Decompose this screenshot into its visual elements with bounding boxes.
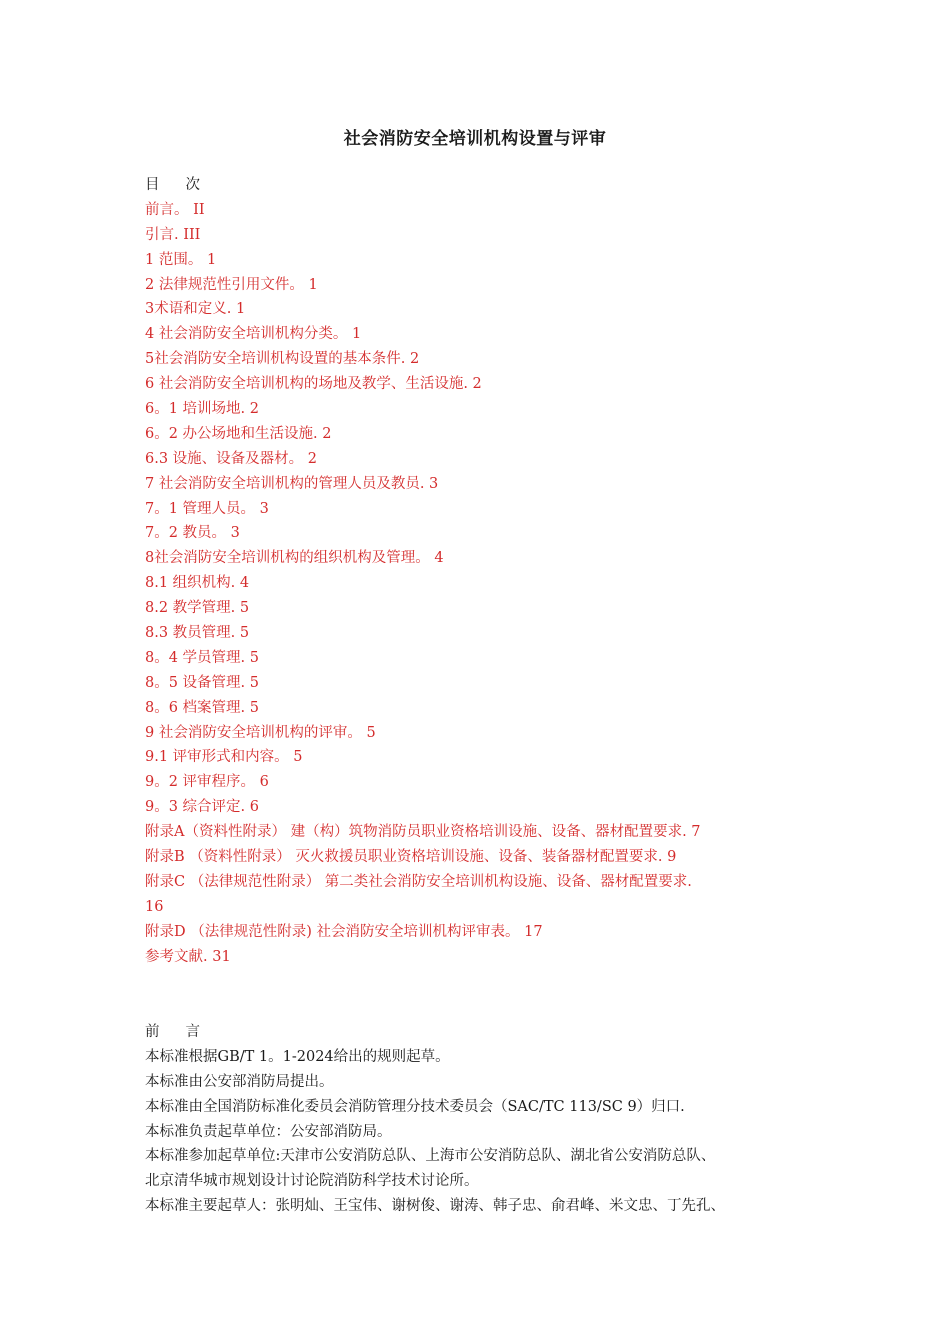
toc-entry[interactable]: 9。3 综合评定. 6 [145, 799, 260, 816]
foreword-body [145, 1045, 825, 1219]
toc-line [145, 422, 825, 447]
toc-line [145, 347, 825, 372]
toc-line [145, 596, 825, 621]
toc-line [145, 521, 825, 546]
toc-line [145, 322, 825, 347]
toc-line [145, 721, 825, 746]
document-title: 社会消防安全培训机构设置与评审 [343, 129, 607, 149]
toc-line [145, 696, 825, 721]
toc-line [145, 447, 825, 472]
toc-entry[interactable]: 1 范围。 1 [145, 251, 217, 268]
toc-line [145, 621, 825, 646]
toc-entry[interactable]: 8。4 学员管理. 5 [145, 649, 260, 666]
toc-line [145, 372, 825, 397]
toc-entry[interactable]: 8。6 档案管理. 5 [145, 699, 260, 716]
toc-entry[interactable]: 7 社会消防安全培训机构的管理人员及教员. 3 [145, 475, 439, 492]
toc-line [145, 895, 825, 920]
toc-entry[interactable]: 4 社会消防安全培训机构分类。 1 [145, 326, 362, 343]
toc-line [145, 770, 825, 795]
toc-entry[interactable]: 6。1 培训场地. 2 [145, 401, 260, 418]
toc-entry[interactable]: 参考文献. 31 [145, 948, 231, 965]
foreword-heading: 前言 [145, 1024, 226, 1040]
toc-entry[interactable]: 7。2 教员。 3 [145, 525, 240, 542]
toc-line [145, 820, 825, 845]
toc-entry[interactable]: 6.3 设施、设备及器材。 2 [145, 450, 318, 467]
foreword-paragraph: 本标准参加起草单位:天津市公安消防总队、上海市公安消防总队、湖北省公安消防总队、 [145, 1148, 716, 1165]
toc-entry[interactable]: 8.2 教学管理. 5 [145, 600, 250, 617]
toc-entry[interactable]: 8.1 组织机构. 4 [145, 575, 250, 592]
toc-line [145, 198, 825, 223]
toc-line [145, 845, 825, 870]
toc-entry[interactable]: 附录C （法律规范性附录） 第二类社会消防安全培训机构设施、设备、器材配置要求. [145, 873, 692, 890]
toc-line [145, 646, 825, 671]
toc-entry[interactable]: 附录B （资料性附录） 灭火救援员职业资格培训设施、设备、装备器材配置要求. 9 [145, 849, 677, 866]
foreword-paragraph: 本标准根据GB/T 1。1-2024给出的规则起草。 [145, 1048, 450, 1065]
toc-entry[interactable]: 5社会消防安全培训机构设置的基本条件. 2 [145, 351, 420, 368]
toc-entry[interactable]: 附录A（资料性附录） 建（构）筑物消防员职业资格培训设施、设备、器材配置要求. 7 [145, 824, 701, 841]
toc-entry[interactable]: 9.1 评审形式和内容。 5 [145, 749, 303, 766]
toc-line [145, 248, 825, 273]
foreword-paragraph: 本标准主要起草人：张明灿、王宝伟、谢树俊、谢涛、韩子忠、俞君峰、米文忠、丁先孔、 [145, 1198, 725, 1215]
toc-line [145, 223, 825, 248]
foreword-section [145, 1020, 825, 1219]
toc-entry[interactable]: 附录D （法律规范性附录) 社会消防安全培训机构评审表。 17 [145, 923, 543, 940]
foreword-paragraph: 本标准由公安部消防局提出。 [145, 1073, 334, 1090]
toc-line [145, 397, 825, 422]
toc-entry[interactable]: 8.3 教员管理. 5 [145, 625, 250, 642]
toc-line [145, 273, 825, 298]
toc-list [145, 198, 825, 970]
foreword-paragraph: 北京清华城市规划设计讨论院消防科学技术讨论所。 [145, 1173, 479, 1190]
toc-line [145, 497, 825, 522]
toc-entry[interactable]: 2 法律规范性引用文件。 1 [145, 276, 318, 293]
toc-entry[interactable]: 3术语和定义. 1 [145, 301, 246, 318]
toc-line [145, 671, 825, 696]
toc-entry[interactable]: 8社会消防安全培训机构的组织机构及管理。 4 [145, 550, 444, 567]
toc-entry[interactable]: 前言。 II [145, 201, 205, 218]
foreword-paragraph: 本标准由全国消防标准化委员会消防管理分技术委员会（SAC/TC 113/SC 9）归口. [145, 1098, 685, 1115]
toc-entry[interactable]: 6 社会消防安全培训机构的场地及教学、生活设施. 2 [145, 376, 482, 393]
toc-line [145, 870, 825, 895]
foreword-paragraph: 本标准负责起草单位：公安部消防局。 [145, 1123, 392, 1140]
toc-entry[interactable]: 9 社会消防安全培训机构的评审。 5 [145, 724, 376, 741]
toc-line [145, 472, 825, 497]
toc-line [145, 297, 825, 322]
toc-entry[interactable]: 9。2 评审程序。 6 [145, 774, 269, 791]
toc-line [145, 745, 825, 770]
toc-line [145, 945, 825, 970]
toc-entry[interactable]: 16 [145, 898, 164, 915]
toc-line [145, 920, 825, 945]
toc-line [145, 546, 825, 571]
toc-line [145, 795, 825, 820]
toc-entry[interactable]: 6。2 办公场地和生活设施. 2 [145, 425, 332, 442]
toc-heading: 目次 [145, 177, 226, 193]
toc-line [145, 571, 825, 596]
toc-entry[interactable]: 7。1 管理人员。 3 [145, 500, 269, 517]
toc-entry[interactable]: 引言. III [145, 226, 201, 243]
toc-entry[interactable]: 8。5 设备管理. 5 [145, 674, 260, 691]
table-of-contents [145, 173, 825, 970]
